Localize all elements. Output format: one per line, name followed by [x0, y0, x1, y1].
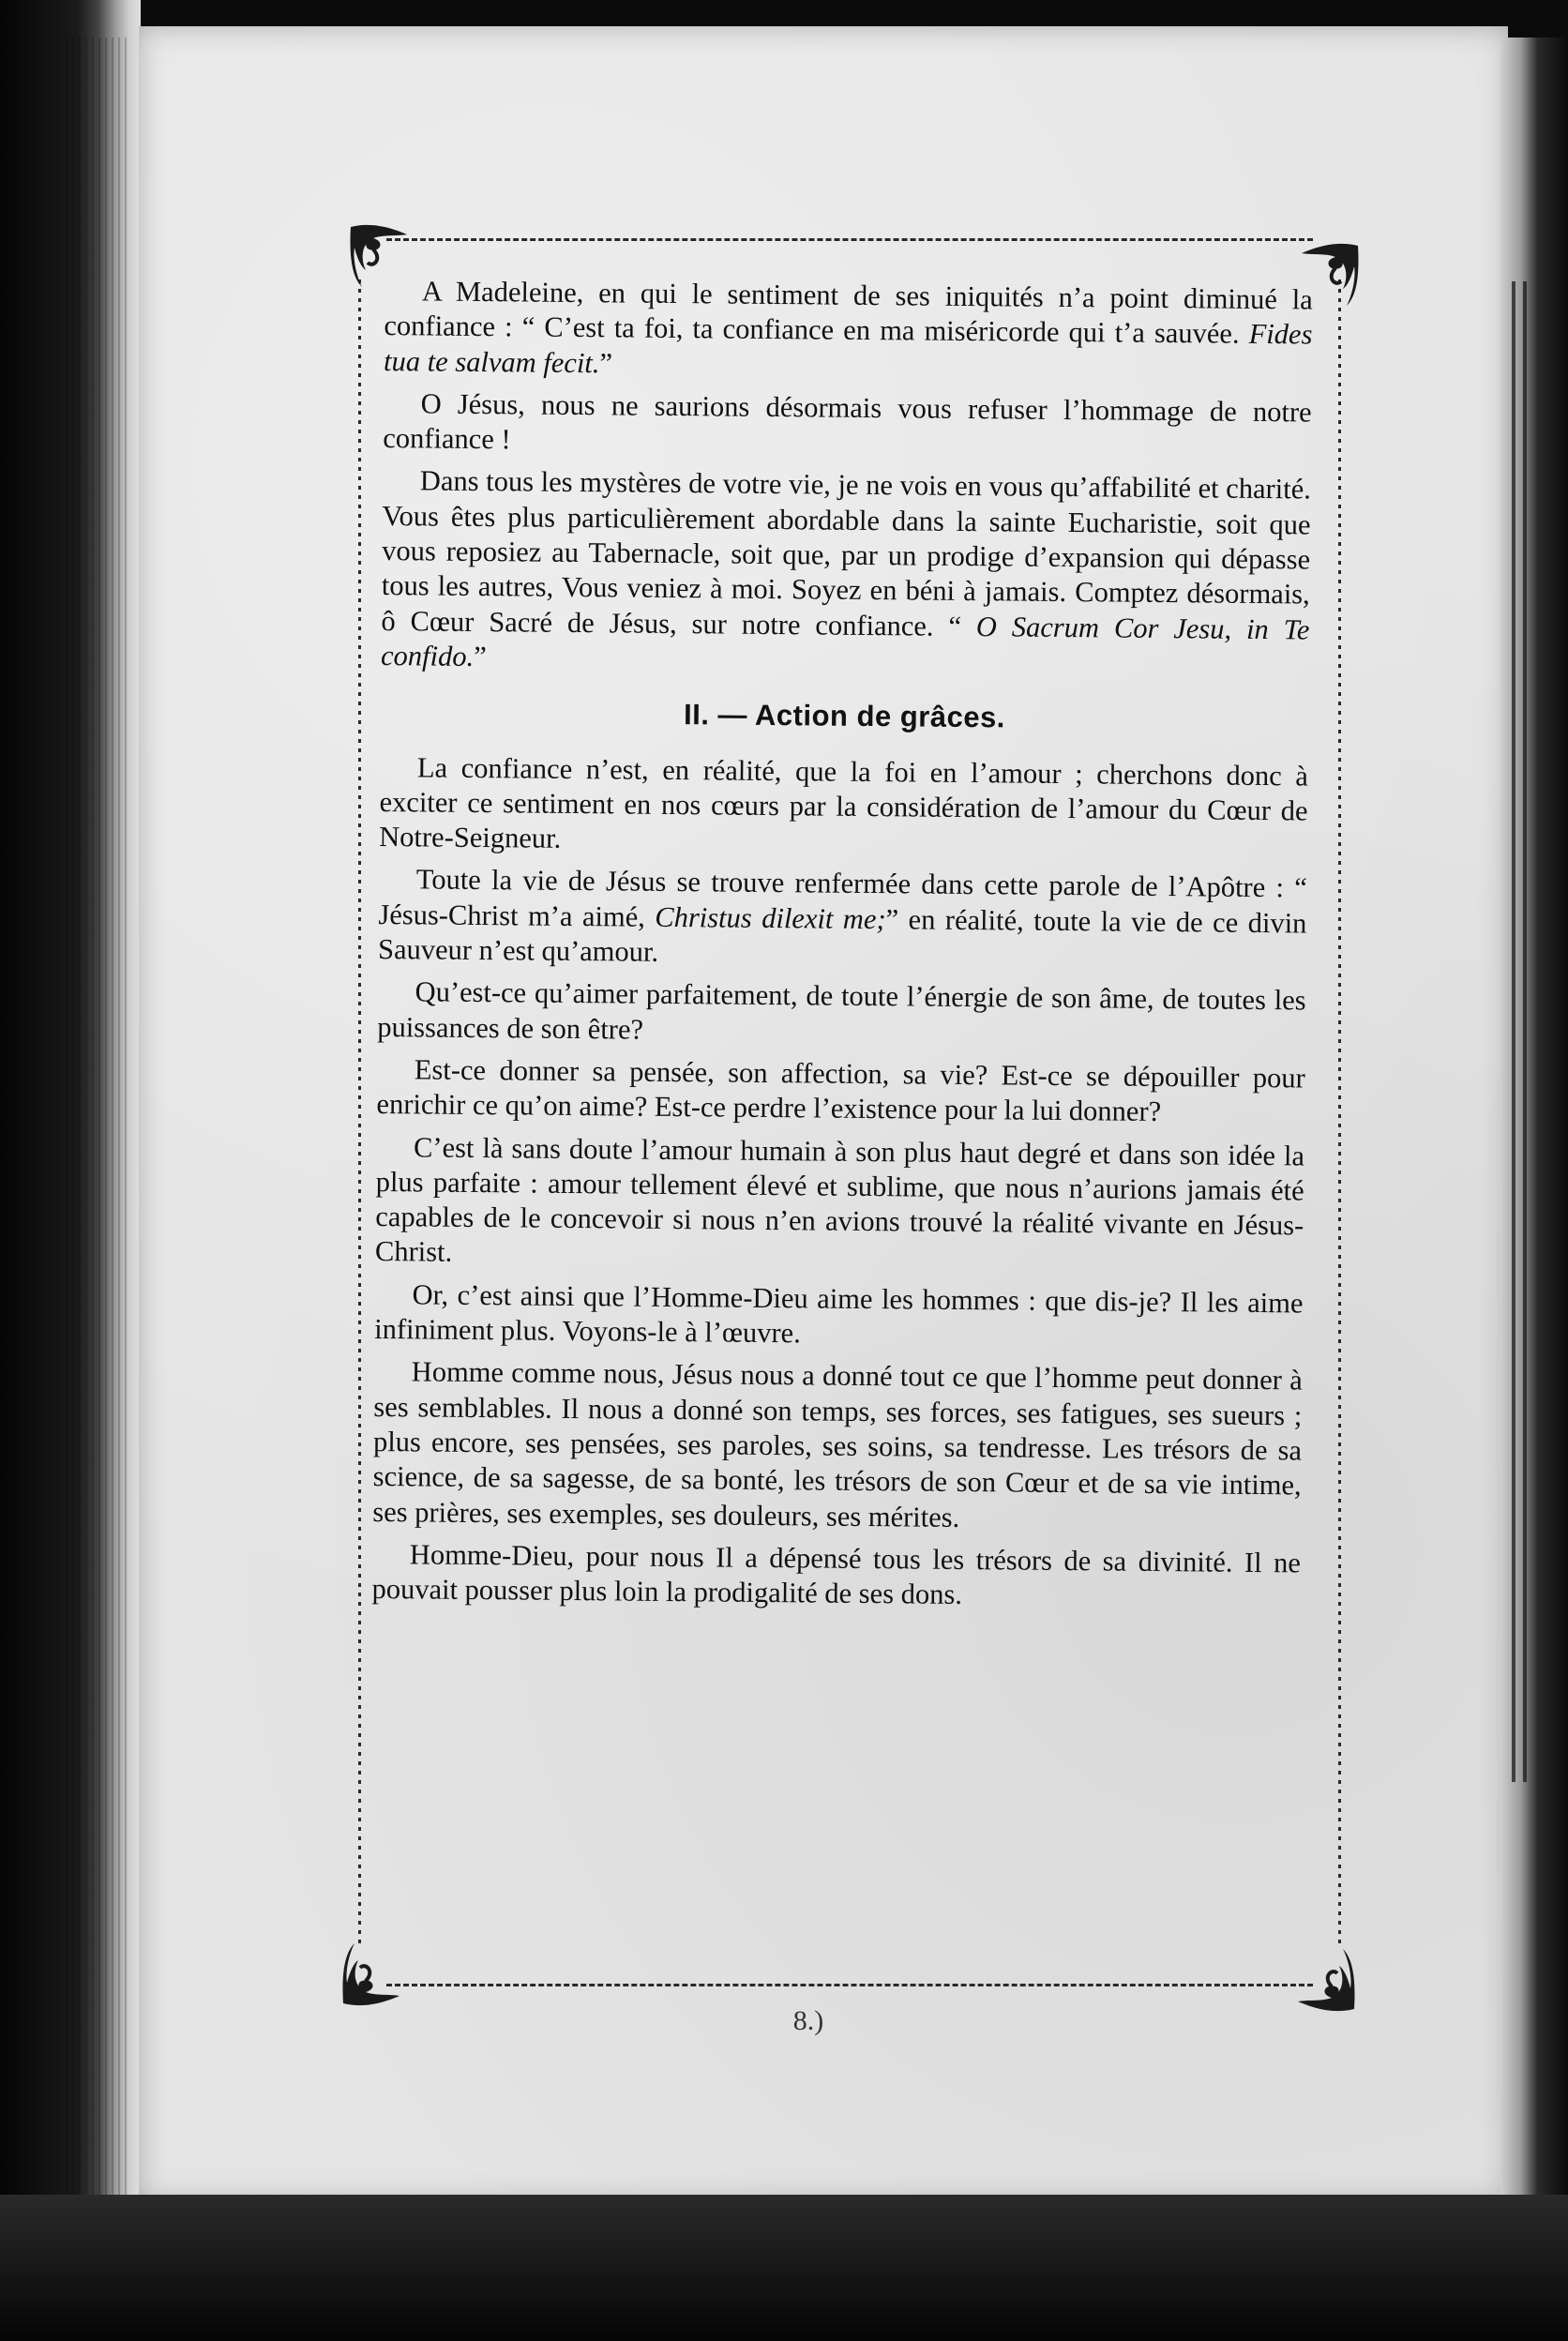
paragraph-text: C’est là sans doute l’amour humain à son plus haut degré et dans son idée la plus parfaite : amour tellement élevé et sublime, que nous n’aurions jamais été capables de le concevoir si nous n’en avions trouvé la réalité vivante en Jésus-Christ.: [374, 1130, 1305, 1269]
paragraph: [376, 1052, 1305, 1131]
page-text-block: [371, 274, 1313, 1624]
paragraph: [375, 1129, 1304, 1278]
page-stack-lines: [66, 38, 131, 2195]
paragraph-text-tail: ”: [599, 346, 613, 379]
paragraph-text: Toute la vie de Jésus se trouve renfermée dans cette parole de l’Apôtre : “ Jésus-Christ m’a aimé,: [378, 863, 1307, 933]
section-title: II. — Action de grâces.: [683, 698, 1006, 734]
paragraph-text: La confiance n’est, en réalité, que la foi en l’amour ; cherchons donc à exciter ce sentiment en nos cœurs par la considération de l’amour du Cœur de Notre-Seigneur.: [379, 750, 1309, 854]
frame-bottom-border: [386, 1984, 1313, 1986]
paragraph: [378, 862, 1307, 975]
paragraphs-after-section: [371, 750, 1308, 1616]
paragraph-text: Qu’est-ce qu’aimer parfaitement, de toute l’énergie de son âme, de toutes les puissances de son être?: [377, 975, 1306, 1046]
paragraph: [381, 463, 1311, 682]
paragraph-text: Est-ce donner sa pensée, son affection, sa vie? Est-ce se dépouiller pour enrichir ce qu’on aime? Est-ce perdre l’existence pour la lui donner?: [376, 1053, 1305, 1128]
paragraph: [383, 386, 1312, 465]
bottom-shadow: [0, 2195, 1568, 2341]
latin-quotation: Fides tua te salvam fecit.: [383, 318, 1313, 379]
page-number: 8.): [792, 2005, 824, 2036]
paragraph-text-tail: ” en réalité, toute la vie de ce divin Sauveur n’est qu’amour.: [377, 902, 1307, 968]
paragraph: [377, 974, 1306, 1053]
paragraph-text-tail: ”: [474, 640, 487, 673]
frame-right-border: [1338, 279, 1341, 1949]
paragraph-text: Homme-Dieu, pour nous Il a dépensé tous les trésors de sa divinité. Il ne pouvait pousser plus loin la prodigalité de ses dons.: [371, 1538, 1302, 1611]
paragraph-text: Homme comme nous, Jésus nous a donné tout ce que l’homme peut donner à ses semblables. Il nous a donné son temps, ses forces, ses fatigues, ses sueurs ; plus encore, ses pensées, ses paroles, ses soins, sa tendresse. Les trésors de sa science, de sa sagesse, de sa bonté, les trésors de son Cœur et de sa vie intime, ses prières, ses exemples, ses douleurs, ses mérites.: [372, 1355, 1303, 1533]
corner-flourish-icon: [1275, 1930, 1360, 2015]
frame-left-border: [358, 279, 361, 1949]
corner-flourish-icon: [338, 1925, 422, 2009]
paragraph-text: A Madeleine, en qui le sentiment de ses iniquités n’a point diminué la confiance : “ C’est ta foi, ta confiance en ma miséricorde qui t’a sauvée.: [384, 275, 1313, 351]
frame-top-border: [386, 238, 1313, 241]
facing-page-edge: [1500, 38, 1568, 2341]
latin-quotation: Christus dilexit me;: [655, 900, 886, 935]
paragraph-text: Dans tous les mystères de votre vie, je ne vois en vous qu’affabilité et charité. Vous êtes plus particulièrement abordable dans la sainte Eucharistie, soit que vous reposiez au Tabernacle, soit que, par un prodige d’expansion qui dépasse tous les autres, Vous veniez à moi. Soyez en béni à jamais. Comptez désormais, ô Cœur Sacré de Jésus, sur notre confiance. “: [381, 464, 1312, 642]
paragraph: [371, 1537, 1301, 1616]
paragraph: [384, 274, 1313, 387]
paragraph: [374, 1277, 1304, 1356]
paragraph: [379, 750, 1308, 864]
paragraphs-before-section: [381, 274, 1313, 683]
paragraph-text: Or, c’est ainsi que l’Homme-Dieu aime les hommes : que dis-je? Il les aime infiniment plus. Voyons-le à l’œuvre.: [374, 1278, 1304, 1350]
facing-page-border-ornament: [1512, 281, 1527, 1782]
paragraph: [372, 1354, 1303, 1538]
paragraph-text: O Jésus, nous ne saurions désormais vous refuser l’hommage de notre confiance !: [383, 387, 1312, 456]
latin-quotation: O Sacrum Cor Jesu, in Te confido.: [380, 610, 1310, 672]
